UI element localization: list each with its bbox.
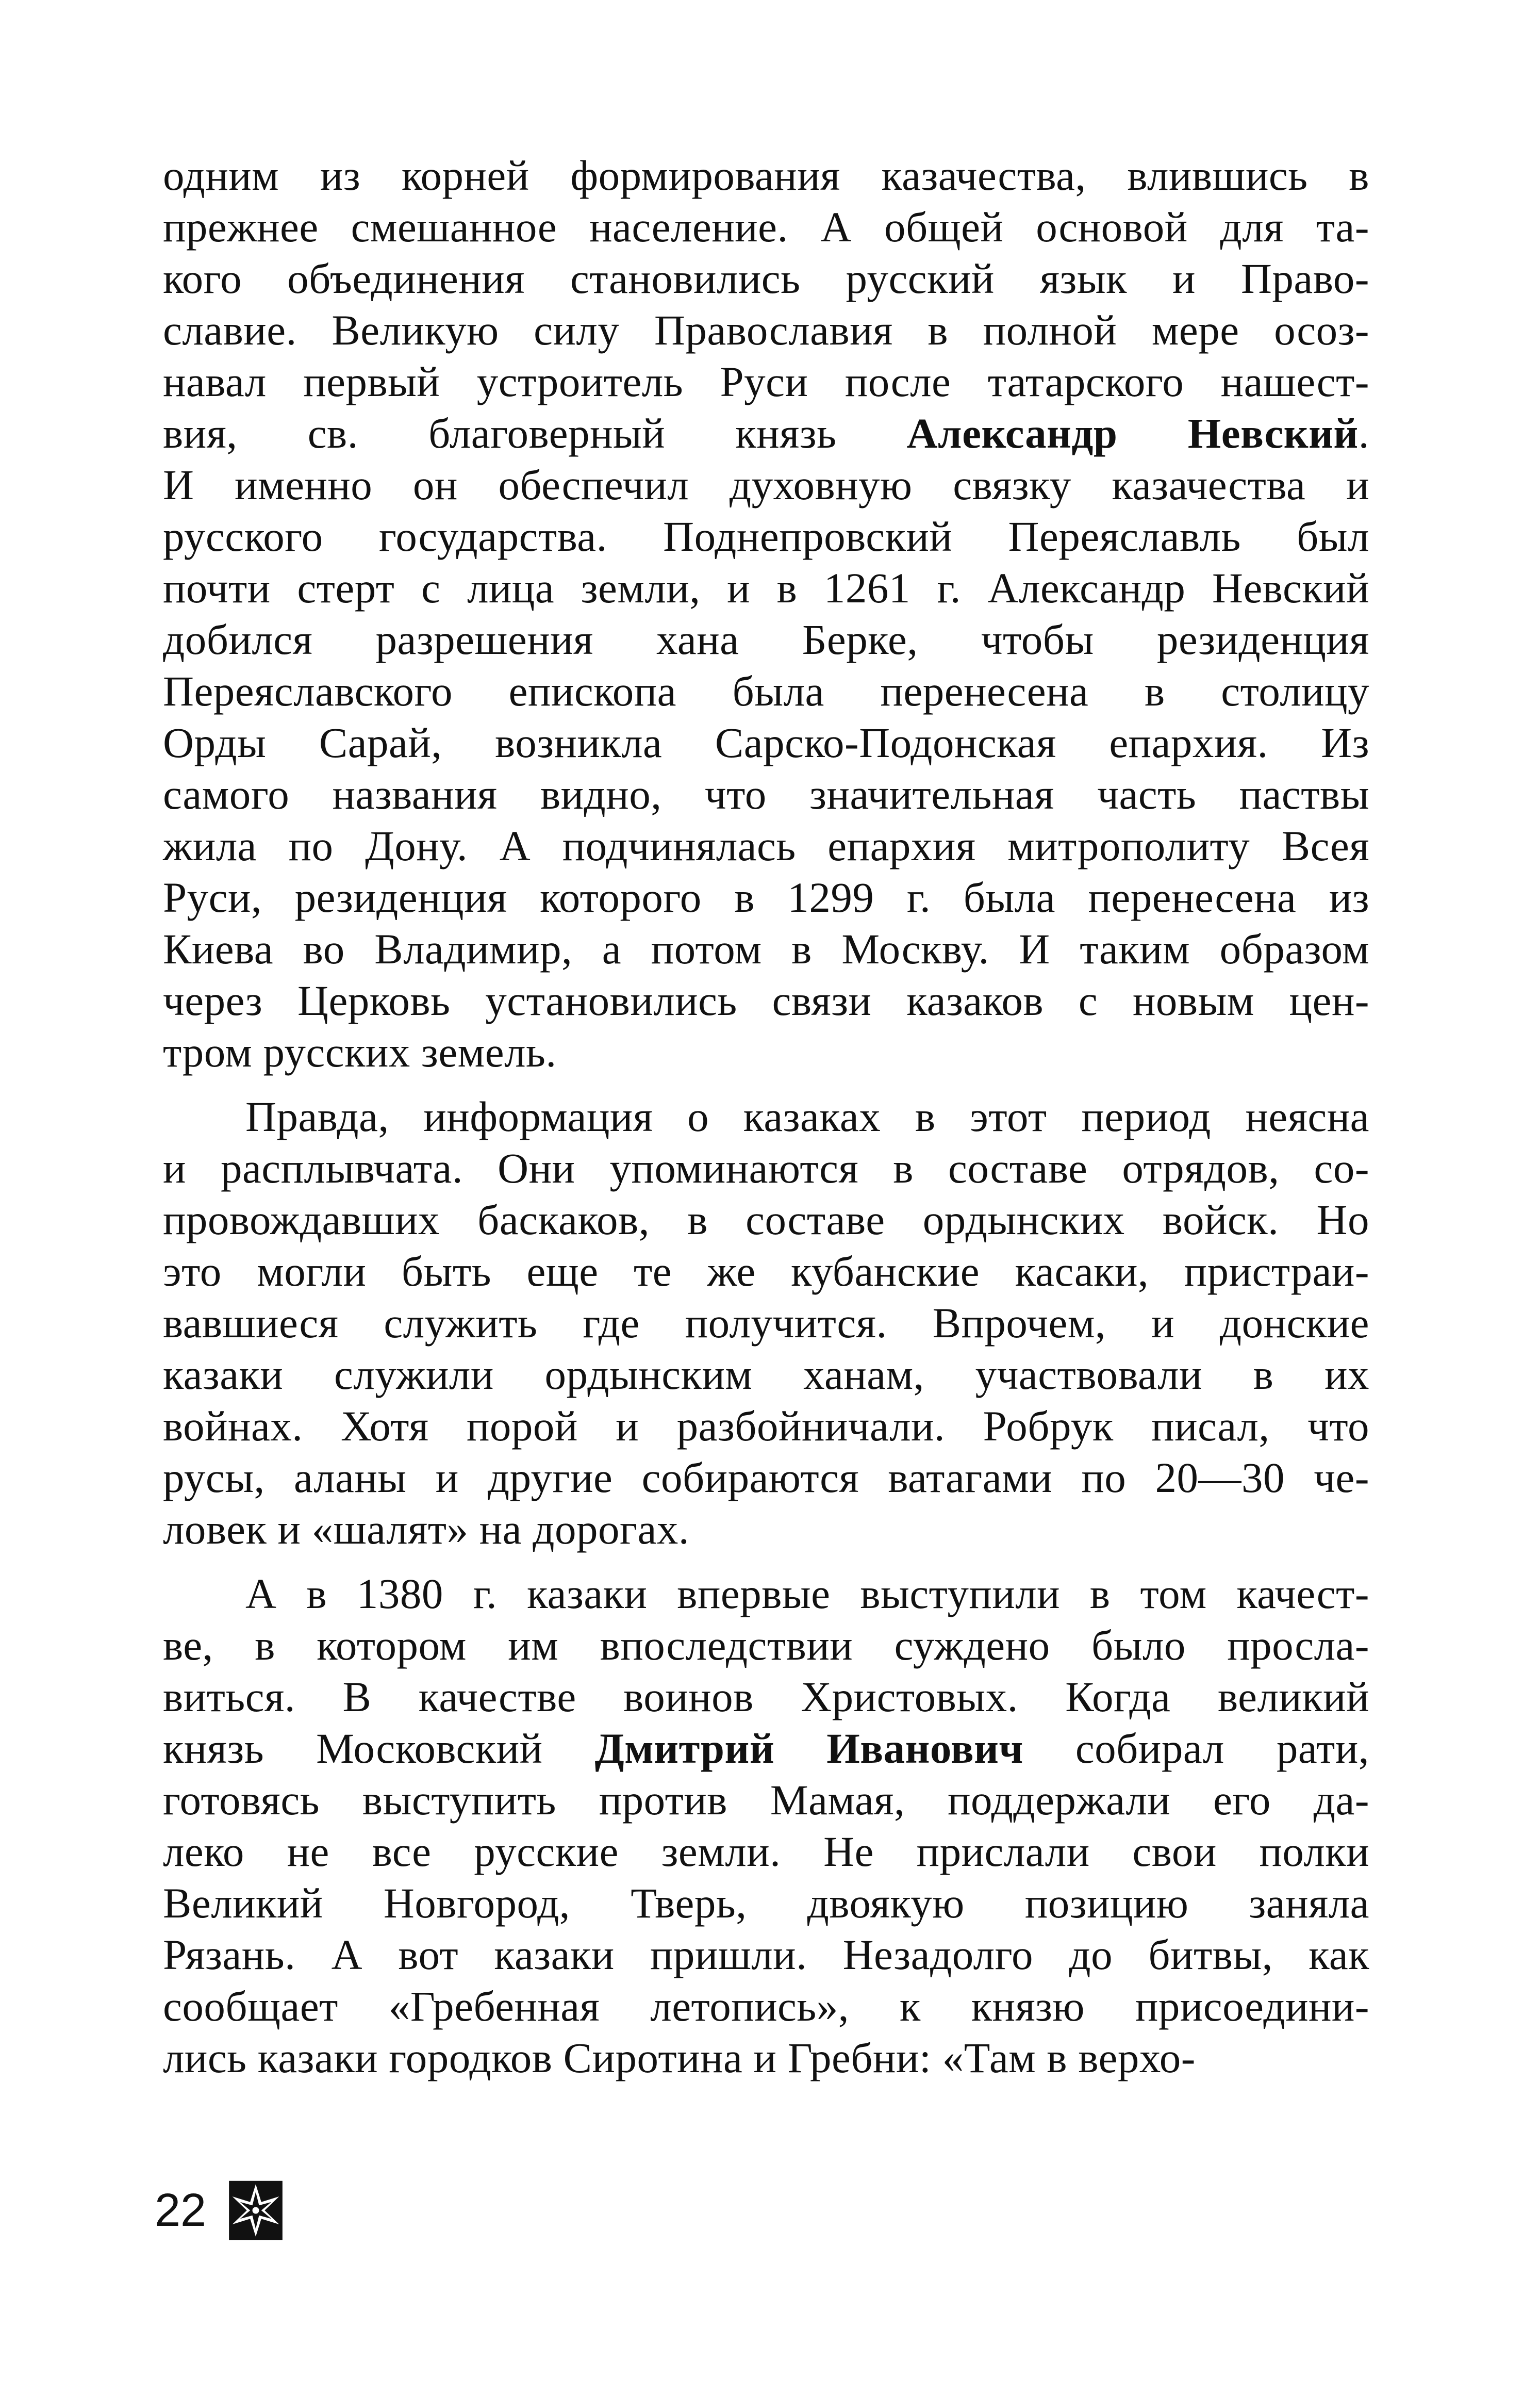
text-line [163,1980,1369,2032]
text-run: И именно он обеспечил духовную связку казачества и [163,461,1369,509]
text-run: жила по Дону. А подчинялась епархия митрополиту Всея [163,822,1369,870]
text-run: Рязань. А вот казаки пришли. Незадолго до битвы, как [163,1931,1369,1978]
bold-name: Дмитрий Иванович [594,1725,1023,1772]
text-run: и расплывчата. Они упоминаются в составе отрядов, со- [163,1144,1369,1192]
text-line [163,1619,1369,1671]
text-run: провождавших баскаков, в составе ордынских войск. Но [163,1196,1369,1243]
text-run: это могли быть еще те же кубанские касаки, пристраи- [163,1248,1369,1295]
text-line [163,356,1369,407]
text-run: Правда, информация о казаках в этот период неясна [245,1093,1369,1140]
text-line [163,1774,1369,1826]
text-line [163,1723,1369,1774]
text-line [163,768,1369,820]
bold-name: Александр Невский [906,409,1359,457]
text-line [163,459,1369,511]
text-run: князь Московский [163,1725,595,1772]
text-run: казаки служили ордынским ханам, участвовали в их [163,1351,1369,1398]
text-run: русского государства. Поднепровский Переяславль был [163,513,1369,560]
paragraph [163,150,1369,1078]
paragraph-gap [163,1078,1369,1091]
paragraph-gap [163,1555,1369,1568]
text-line [163,1671,1369,1723]
cross-ornament-icon [228,2179,284,2241]
text-line [163,717,1369,768]
page-number: 22 [155,2184,207,2236]
text-line [163,1026,1369,1078]
text-line [163,253,1369,304]
text-line [163,1349,1369,1400]
text-line [163,1091,1369,1142]
text-line [163,150,1369,201]
text-line [163,1929,1369,1980]
text-line [163,562,1369,614]
text-run: лись казаки городков Сиротина и Гребни: «Там в верхо- [163,2034,1196,2081]
text-run: Великий Новгород, Тверь, двоякую позицию заняла [163,1879,1369,1927]
text-line [163,1503,1369,1555]
text-run: Киева во Владимир, а потом в Москву. И таким образом [163,925,1369,973]
text-line [163,1142,1369,1194]
text-line [163,304,1369,356]
text-run: леко не все русские земли. Не прислали свои полки [163,1828,1369,1875]
text-line [163,407,1369,459]
text-run: навал первый устроитель Руси после татарского нашест- [163,358,1369,405]
text-line [163,665,1369,717]
text-run: Орды Сарай, возникла Сарско-Подонская епархия. Из [163,719,1369,766]
text-run: виться. В качестве воинов Христовых. Когда великий [163,1673,1369,1720]
text-run: сообщает «Гребенная летопись», к князю присоедини- [163,1982,1369,2030]
text-run: Руси, резиденция которого в 1299 г. была перенесена из [163,874,1369,921]
text-run: готовясь выступить против Мамая, поддержали его да- [163,1776,1369,1824]
text-run: вия, св. благоверный князь [163,409,907,457]
text-run: прежнее смешанное население. А общей основой для та- [163,203,1369,251]
text-line [163,820,1369,872]
text-run: вавшиеся служить где получится. Впрочем, и донские [163,1299,1369,1347]
text-line [163,975,1369,1026]
text-run: добился разрешения хана Берке, чтобы резиденция [163,616,1369,663]
text-line [163,1568,1369,1619]
text-line [163,201,1369,253]
text-line [163,1877,1369,1929]
text-line [163,1245,1369,1297]
text-run: Переяславского епископа была перенесена в столицу [163,667,1369,715]
text-line [163,872,1369,923]
text-run: ловек и «шалят» на дорогах. [163,1505,690,1553]
page-footer [155,2179,284,2241]
text-line [163,1400,1369,1452]
text-line [163,1297,1369,1349]
text-run: почти стерт с лица земли, и в 1261 г. Александр Невский [163,564,1369,612]
text-line [163,2032,1369,2084]
text-run: русы, аланы и другие собираются ватагами по 20—30 че- [163,1454,1369,1501]
text-run: одним из корней формирования казачества, влившись в [163,152,1369,199]
text-run: тром русских земель. [163,1028,557,1076]
text-run: самого названия видно, что значительная часть паствы [163,770,1369,818]
text-line [163,1826,1369,1877]
page-text [163,150,1369,2084]
paragraph [163,1091,1369,1555]
paragraph [163,1568,1369,2084]
text-run: собирал рати, [1023,1725,1369,1772]
text-run: . [1358,409,1369,457]
text-run: через Церковь установились связи казаков с новым цен- [163,977,1369,1024]
text-line [163,511,1369,562]
text-line [163,614,1369,665]
text-run: А в 1380 г. казаки впервые выступили в том качест- [245,1570,1369,1617]
text-run: войнах. Хотя порой и разбойничали. Робрук писал, что [163,1402,1369,1450]
text-run: кого объединения становились русский язык и Право- [163,255,1369,302]
text-run: славие. Великую силу Православия в полной мере осоз- [163,306,1369,354]
text-line [163,1194,1369,1245]
text-line [163,923,1369,975]
text-line [163,1452,1369,1503]
text-run: ве, в котором им впоследствии суждено было просла- [163,1621,1369,1669]
